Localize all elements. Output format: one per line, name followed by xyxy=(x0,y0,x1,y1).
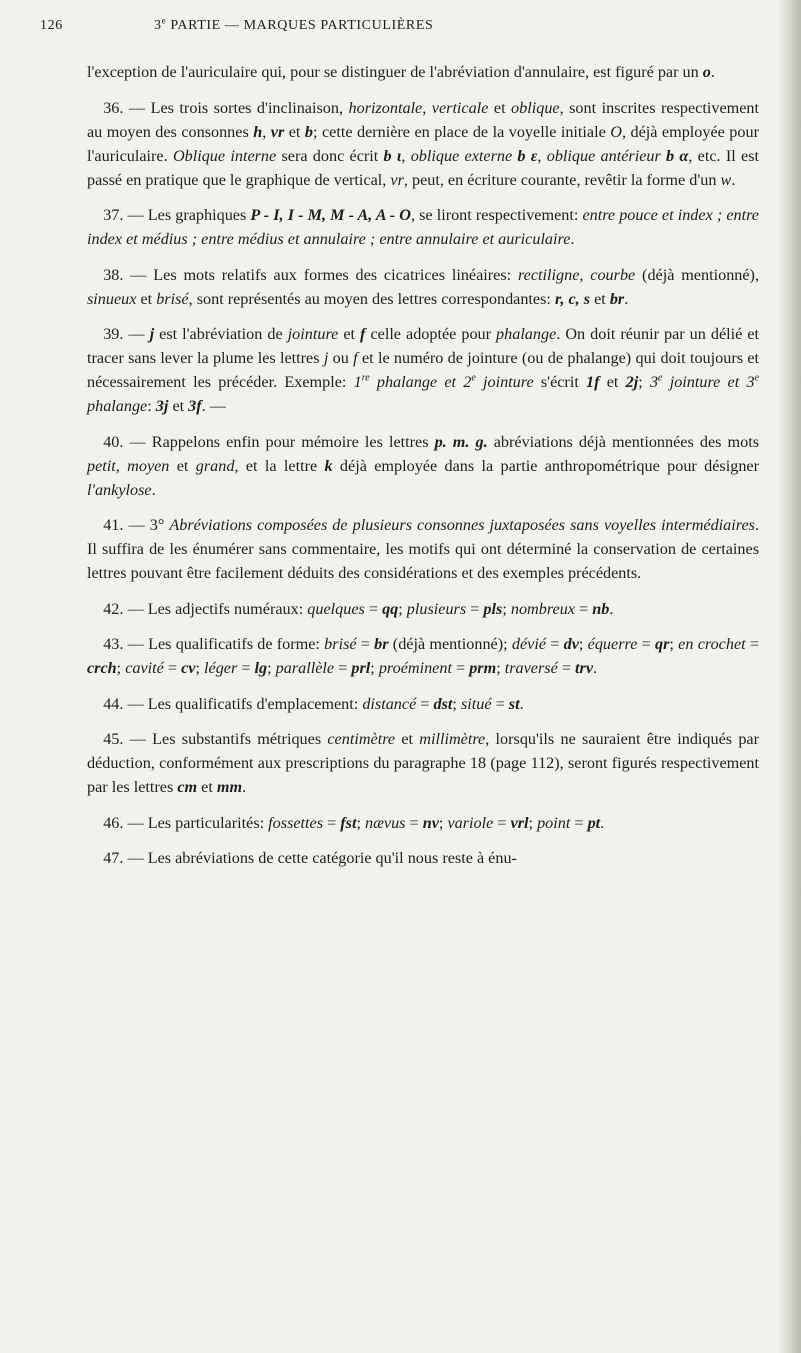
text-run: abréviations déjà mentionnées des mots xyxy=(487,432,759,451)
text-run: = xyxy=(570,813,588,832)
text-run: br xyxy=(374,635,389,653)
text-run: 37. — xyxy=(103,206,148,224)
text-run: = xyxy=(237,659,255,677)
text-run: 40. — xyxy=(103,432,152,451)
text-run: = xyxy=(466,599,484,618)
text-run: dv xyxy=(563,635,579,653)
text-run: = xyxy=(546,635,564,653)
text-run: 3f xyxy=(188,397,202,415)
text-run: pt xyxy=(587,813,601,832)
text-run: distancé xyxy=(362,694,417,713)
text-run: O xyxy=(610,122,622,141)
text-run: quelques xyxy=(307,599,365,618)
text-run: traversé xyxy=(504,659,558,677)
text-run: s'écrit xyxy=(533,373,587,391)
paragraph-38 xyxy=(87,263,759,311)
text-run: = xyxy=(323,813,341,832)
text-run: = xyxy=(491,694,509,713)
paragraph-continuation xyxy=(87,60,759,84)
text-run: = xyxy=(557,659,576,677)
text-run: ; xyxy=(452,694,461,713)
text-run: trv xyxy=(575,659,593,677)
text-run: oblique antérieur xyxy=(546,146,661,165)
text-run: = xyxy=(163,659,182,677)
text-run: sera donc écrit xyxy=(276,146,384,165)
text-run: . xyxy=(731,170,736,189)
text-run: re xyxy=(361,372,370,384)
text-run: b α xyxy=(660,146,689,165)
paragraph-43 xyxy=(87,632,759,680)
text-run: et xyxy=(284,122,305,141)
text-run: . Il suffira de les énumérer sans commentaire, les motifs qui ont déterminé la conservation de certaines lettres pouvant être facilement déduits des considérations et des exemples précédents. xyxy=(87,516,759,582)
text-run: Les substantifs métriques xyxy=(152,730,328,748)
text-run: entre pouce et index ; entre index et médius ; entre médius et annulaire ; entre annulaire et auriculaire xyxy=(87,206,759,248)
text-run: est l'abréviation de xyxy=(154,325,288,343)
text-run: point xyxy=(537,813,571,832)
text-run: 1f xyxy=(586,373,600,391)
text-run: , se liront respectivement: xyxy=(410,206,583,224)
text-run: dst xyxy=(433,694,453,713)
text-run: 43. — xyxy=(103,635,149,653)
text-run: fst xyxy=(340,813,357,832)
text-run: : xyxy=(147,397,156,415)
text-run: e xyxy=(658,372,663,384)
text-run: 44. — xyxy=(103,694,148,713)
text-run: f xyxy=(360,325,366,343)
text-run: horizontale, verticale xyxy=(348,98,489,117)
text-run: léger xyxy=(204,659,238,677)
text-run: . On doit réunir par un délié et tracer sans lever la plume les lettres xyxy=(87,325,759,367)
text-run: st xyxy=(508,694,520,713)
text-run: = xyxy=(575,599,593,618)
text-run: millimètre xyxy=(419,730,486,748)
text-run: Les qualificatifs d'emplacement: xyxy=(147,694,363,713)
text-run: ; xyxy=(370,659,379,677)
paragraph-45 xyxy=(87,727,759,799)
text-run: situé xyxy=(460,694,492,713)
text-run: f xyxy=(353,349,358,367)
text-run: , sont représentés au moyen des lettres correspondantes: xyxy=(188,289,555,308)
text-run: e xyxy=(471,372,476,384)
text-run: ou xyxy=(328,349,354,367)
text-run: Les particularités: xyxy=(147,813,269,832)
text-run: j xyxy=(323,349,329,367)
text-run: Abréviations composées de plusieurs consonnes juxtaposées sans voyelles intermédiaires xyxy=(169,516,755,534)
text-run: nv xyxy=(422,813,439,832)
text-run: . xyxy=(519,694,524,713)
text-run: proéminent xyxy=(378,659,452,677)
text-run: phalange et 2 xyxy=(369,373,472,391)
text-run: p. m. g. xyxy=(434,432,488,451)
paragraph-44 xyxy=(87,692,759,716)
text-run: ; xyxy=(438,813,448,832)
text-run: , peut, en écriture courante, revêtir la forme d'un xyxy=(403,170,721,189)
text-run: équerre xyxy=(587,635,638,653)
text-run: et xyxy=(197,778,217,796)
text-run: rectiligne, courbe xyxy=(517,265,636,284)
text-run: ; xyxy=(669,635,679,653)
body-text xyxy=(87,60,759,882)
text-run: plusieurs xyxy=(406,599,467,618)
text-run: Les qualificatifs de forme: xyxy=(148,635,325,653)
text-run: 3° xyxy=(149,516,170,534)
text-run: mm xyxy=(216,778,243,796)
text-run: , déjà employée pour l'auriculaire. xyxy=(87,122,759,165)
text-run: . xyxy=(242,778,247,796)
text-run: . xyxy=(600,813,605,832)
text-run: 2j xyxy=(625,373,639,391)
text-run: et xyxy=(338,325,361,343)
text-run: b xyxy=(304,122,313,141)
text-run: et xyxy=(168,397,189,415)
text-run: cm xyxy=(177,778,198,796)
text-run: qr xyxy=(655,635,670,653)
text-run: 42. — xyxy=(103,599,148,618)
text-run: et le numéro de jointure (ou de phalange) qui doit toujours et nécessairement les précéder. Exemple: xyxy=(87,349,759,391)
paragraph-40 xyxy=(87,430,759,502)
text-run: nævus xyxy=(365,813,406,832)
text-run: k xyxy=(324,456,333,475)
text-run: oblique externe xyxy=(410,146,513,165)
text-run: fossettes xyxy=(268,813,324,832)
text-run: (déjà mentionné); xyxy=(388,635,512,653)
text-run: b ι xyxy=(383,146,402,165)
paragraph-47 xyxy=(87,846,759,870)
text-run: , xyxy=(262,122,271,141)
section-title: PARTIE — MARQUES PARTICULIÈRES xyxy=(166,18,434,33)
paragraph-46 xyxy=(87,811,759,835)
text-run: Les trois sortes d'inclinaison, xyxy=(150,98,349,117)
text-run: w xyxy=(720,170,732,189)
text-run: ; xyxy=(638,373,650,391)
text-run: . xyxy=(710,63,715,81)
paragraph-41 xyxy=(87,513,759,585)
text-run: Oblique interne xyxy=(172,146,277,165)
text-run: , et la lettre xyxy=(234,456,325,475)
paragraph-39 xyxy=(87,322,759,418)
text-run: ; xyxy=(195,659,205,677)
running-title xyxy=(154,15,434,34)
text-run: r, c, s xyxy=(554,289,591,308)
text-run: . xyxy=(151,480,156,499)
text-run: 38. — xyxy=(103,265,154,284)
text-run: 3j xyxy=(155,397,169,415)
text-run: ; xyxy=(398,599,407,618)
text-run: 41. — xyxy=(103,516,150,534)
section-suffix: e xyxy=(161,15,167,26)
text-run: o xyxy=(702,63,711,81)
text-run: 39. — xyxy=(103,325,150,343)
text-run: prl xyxy=(351,659,371,677)
text-run: = xyxy=(637,635,656,653)
text-run: = xyxy=(451,659,470,677)
text-run: phalange xyxy=(87,397,148,415)
text-run: Rappelons enfin pour mémoire les lettres xyxy=(151,432,435,451)
text-run: = xyxy=(356,635,375,653)
text-run: oblique xyxy=(511,98,560,117)
text-run: = xyxy=(405,813,423,832)
text-run: grand xyxy=(195,456,235,475)
running-header xyxy=(40,12,760,36)
text-run: br xyxy=(609,289,625,308)
text-run: et xyxy=(488,98,512,117)
paragraph-36 xyxy=(87,96,759,192)
text-run: = xyxy=(493,813,511,832)
text-run: et xyxy=(599,373,626,391)
text-run: Les adjectifs numéraux: xyxy=(147,599,308,618)
text-run: jointure xyxy=(287,325,339,343)
text-run: et xyxy=(590,289,610,308)
text-run: , xyxy=(401,146,411,165)
text-run: h xyxy=(253,122,263,141)
text-run: celle adoptée pour xyxy=(365,325,497,343)
text-run: . xyxy=(570,230,575,248)
text-run: = xyxy=(334,659,352,677)
text-run: . — xyxy=(201,397,226,415)
text-run: parallèle xyxy=(275,659,335,677)
text-run: nb xyxy=(592,599,610,618)
text-run: ; xyxy=(528,813,538,832)
page-number: 126 xyxy=(40,18,63,33)
text-run: . xyxy=(624,289,629,308)
text-run: 36. — xyxy=(103,98,151,117)
text-run: vr xyxy=(270,122,285,141)
text-run: 46. — xyxy=(103,813,148,832)
text-run: , xyxy=(537,146,547,165)
text-run: vrl xyxy=(510,813,529,832)
page-edge-shadow xyxy=(779,0,801,1353)
text-run: lg xyxy=(254,659,268,677)
text-run: et xyxy=(169,456,196,475)
text-run: . xyxy=(593,659,598,677)
text-run: 1 xyxy=(353,373,362,391)
text-run: (déjà mentionné), xyxy=(635,265,759,284)
text-run: ; cette dernière en place de la voyelle initiale xyxy=(312,122,611,141)
text-run: ; xyxy=(578,635,588,653)
text-run: Les graphiques xyxy=(147,206,251,224)
text-run: cavité xyxy=(125,659,164,677)
text-run: Les abréviations de cette catégorie qu'il nous reste à énu- xyxy=(147,849,517,867)
section-number: 3 xyxy=(154,18,162,33)
paragraph-37 xyxy=(87,203,759,251)
text-run: variole xyxy=(447,813,494,832)
text-run: , lorsqu'ils ne sauraient être indiqués par déduction, conformément aux prescriptions du paragraphe 18 (page 112), seront figurés respectivement par les lettres xyxy=(87,730,760,796)
text-run: , etc. Il est passé en pratique que le graphique de vertical, xyxy=(87,146,759,189)
text-run: ; xyxy=(116,659,126,677)
text-run: ; xyxy=(356,813,365,832)
text-run: qq xyxy=(382,599,399,618)
text-run: Les mots relatifs aux formes des cicatrices linéaires: xyxy=(153,265,518,284)
text-run: prm xyxy=(469,659,497,677)
text-run: l'ankylose xyxy=(87,480,152,499)
text-run: déjà employée dans la partie anthropométrique pour désigner xyxy=(332,456,759,475)
text-run: petit, moyen xyxy=(87,456,170,475)
text-run: en crochet xyxy=(678,635,746,653)
text-run: nombreux xyxy=(510,599,575,618)
text-run: sinueux xyxy=(87,289,137,308)
text-run: et xyxy=(395,730,420,748)
text-run: = xyxy=(745,635,760,653)
text-run: = xyxy=(416,694,434,713)
text-run: vr xyxy=(390,170,404,189)
text-run: l'exception de l'auriculaire qui, pour se distinguer de l'abréviation d'annulaire, est figuré par un xyxy=(87,63,703,81)
text-run: cv xyxy=(181,659,196,677)
text-run: ; xyxy=(502,599,511,618)
text-run: centimètre xyxy=(327,730,396,748)
paragraph-42 xyxy=(87,597,759,621)
text-run: P - I, I - M, M - A, A - O xyxy=(250,206,411,224)
text-run: jointure et 3 xyxy=(662,373,755,391)
text-run: b ε xyxy=(512,146,538,165)
text-run: = xyxy=(364,599,383,618)
text-run: ; xyxy=(267,659,276,677)
text-run: dévié xyxy=(511,635,547,653)
text-run: et xyxy=(136,289,157,308)
text-run: 3 xyxy=(649,373,659,391)
text-run: 45. — xyxy=(103,730,153,748)
text-run: . xyxy=(609,599,614,618)
text-run: pls xyxy=(483,599,503,618)
text-run: j xyxy=(149,325,155,343)
text-run: crch xyxy=(87,659,117,677)
text-run: e xyxy=(754,372,759,384)
text-run: brisé xyxy=(156,289,189,308)
text-run: , sont inscrites respectivement au moyen des consonnes xyxy=(87,98,759,141)
text-run: phalange xyxy=(496,325,557,343)
text-run: 47. — xyxy=(103,849,148,867)
text-run: brisé xyxy=(324,635,357,653)
text-run: ; xyxy=(496,659,505,677)
text-run: jointure xyxy=(475,373,534,391)
